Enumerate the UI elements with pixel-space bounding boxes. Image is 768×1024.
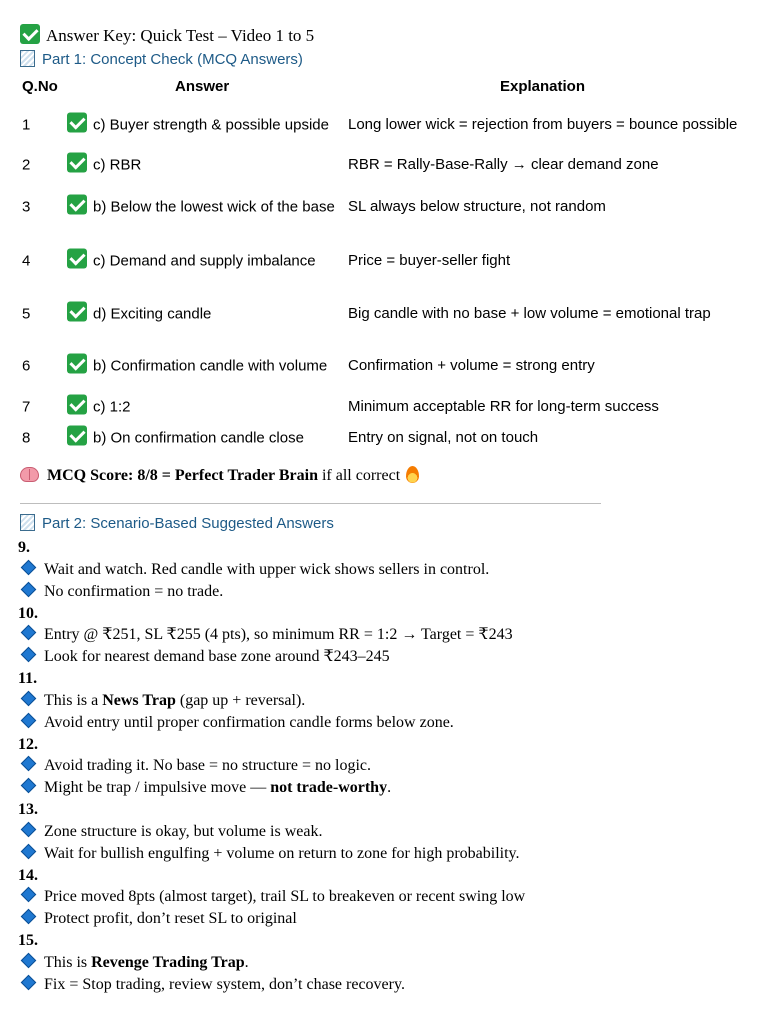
check-mark-icon [67, 426, 87, 446]
line-text: Might be trap / impulsive move — [44, 779, 271, 796]
scenario-number: 13. [18, 801, 38, 818]
brain-icon [20, 467, 39, 482]
check-mark-icon [67, 353, 87, 373]
line-text: Protect profit, don’t reset SL to original [44, 910, 297, 927]
table-row [20, 392, 740, 422]
bullet-line [18, 559, 748, 581]
line-text: Avoid trading it. No base = no structure = no logic. [44, 757, 372, 774]
blue-diamond-icon [21, 581, 37, 597]
line-text: This is [44, 953, 92, 971]
line-text: Fix = Stop trading, review system, don’t chase recovery. [44, 975, 405, 993]
explanation-cell: Minimum acceptable RR for long-term success [348, 398, 659, 415]
bold-text: Revenge Trading Trap [91, 953, 245, 971]
question-number: 3 [22, 198, 31, 216]
table-row [20, 288, 740, 339]
blue-diamond-icon [21, 690, 37, 706]
part1-heading [20, 50, 303, 68]
line-text: Wait and watch. Red candle with upper wick shows sellers in control. [44, 560, 490, 578]
answer-cell [67, 395, 347, 420]
answer-text: c) Buyer strength & possible upside [93, 116, 329, 133]
mcq-score-label: MCQ Score: 8/8 = Perfect Trader Brain [47, 467, 318, 484]
line-text: (gap up + reversal). [175, 691, 306, 709]
answer-text: b) On confirmation candle close [93, 429, 304, 447]
blue-diamond-icon [21, 821, 37, 837]
check-mark-icon [20, 24, 40, 44]
explanation-cell: Big candle with no base + low volume = emotional trap [348, 304, 711, 322]
scenario-item [18, 668, 748, 734]
bullet-line [18, 886, 748, 908]
line-text: Avoid entry until proper confirmation candle forms below zone. [44, 713, 454, 731]
scenario-item [18, 603, 748, 669]
answer-cell [67, 195, 347, 220]
table-row [20, 99, 740, 150]
blue-diamond-icon [21, 909, 37, 925]
table-row [20, 339, 740, 392]
bullet-line [18, 690, 748, 712]
blue-diamond-icon [21, 756, 37, 772]
scenario-number: 9. [18, 539, 30, 556]
document-title-text: Answer Key: Quick Test – Video 1 to 5 [46, 26, 315, 45]
column-header-explanation: Explanation [500, 78, 586, 95]
fire-icon [406, 466, 419, 483]
answer-cell [67, 353, 347, 378]
table-row [20, 150, 740, 180]
question-number: 1 [22, 116, 31, 133]
scenario-item [18, 930, 748, 996]
line-text: Look for nearest demand base zone around ₹243–245 [44, 648, 390, 665]
check-mark-icon [67, 195, 87, 215]
blue-diamond-icon [21, 843, 37, 859]
section-divider [20, 503, 601, 504]
bullet-line [18, 646, 748, 668]
answer-text: c) Demand and supply imbalance [93, 252, 316, 270]
answer-text: d) Exciting candle [93, 305, 212, 322]
bullet-line [18, 843, 748, 865]
blue-diamond-icon [21, 625, 37, 641]
answer-cell [67, 153, 347, 178]
answer-text: b) Below the lowest wick of the base [93, 198, 335, 216]
scenario-item [18, 734, 748, 800]
bullet-line [18, 777, 748, 799]
part2-heading-text: Part 2: Scenario-Based Suggested Answers [42, 515, 334, 532]
answer-text: c) RBR [93, 156, 142, 174]
check-mark-icon [67, 153, 87, 173]
part2-heading [20, 514, 334, 532]
mcq-score-suffix: if all correct [317, 467, 405, 484]
answer-cell [67, 426, 347, 451]
blue-diamond-icon [21, 778, 37, 794]
line-text: . [244, 953, 249, 971]
mcq-score [20, 466, 419, 485]
scenario-number: 10. [18, 604, 38, 622]
line-text: Entry @ ₹251, SL ₹255 (4 pts), so minimum RR = 1:2 → Target = ₹243 [44, 626, 513, 643]
document-title [20, 24, 314, 46]
explanation-cell: RBR = Rally-Base-Rally → clear demand zone [348, 156, 659, 173]
explanation-cell: Confirmation + volume = strong entry [348, 356, 595, 374]
bullet-line [18, 952, 748, 974]
blue-diamond-icon [21, 559, 37, 575]
scenario-answer-list [18, 537, 748, 996]
table-body [20, 99, 740, 454]
scenario-number: 14. [18, 866, 38, 884]
table-row [20, 422, 740, 454]
explanation-cell: Price = buyer-seller fight [348, 252, 511, 269]
column-header-qno: Q.No [22, 78, 58, 95]
scenario-number: 15. [18, 932, 38, 949]
check-mark-icon [67, 112, 87, 132]
table-row [20, 234, 740, 288]
scenario-item [18, 799, 748, 865]
scenario-number: 11. [18, 670, 38, 687]
question-number: 2 [22, 156, 31, 174]
blue-diamond-icon [21, 887, 37, 903]
check-mark-icon [67, 301, 87, 321]
memo-icon [20, 50, 35, 67]
answer-cell [67, 301, 347, 326]
table-row [20, 180, 740, 234]
blue-diamond-icon [21, 974, 37, 990]
question-number: 4 [22, 252, 31, 270]
answer-cell [67, 249, 347, 274]
blue-diamond-icon [21, 647, 37, 663]
question-number: 8 [22, 429, 31, 447]
answer-text: b) Confirmation candle with volume [93, 357, 328, 374]
blue-diamond-icon [21, 952, 37, 968]
bullet-line [18, 821, 748, 843]
explanation-cell: Long lower wick = rejection from buyers = bounce possible [348, 115, 738, 133]
line-text: This is a [44, 691, 103, 709]
check-mark-icon [67, 395, 87, 415]
bullet-line [18, 974, 748, 996]
mcq-answer-table [20, 75, 740, 454]
line-text: No confirmation = no trade. [44, 582, 224, 600]
line-text: . [387, 779, 392, 796]
part1-heading-text: Part 1: Concept Check (MCQ Answers) [42, 51, 303, 68]
bold-text: not trade-worthy [270, 779, 388, 796]
answer-cell [67, 112, 347, 137]
question-number: 5 [22, 305, 31, 322]
explanation-cell: Entry on signal, not on touch [348, 429, 539, 446]
line-text: Wait for bullish engulfing + volume on return to zone for high probability. [44, 844, 520, 862]
bullet-line [18, 624, 748, 646]
table-header [20, 75, 740, 99]
line-text: Zone structure is okay, but volume is weak. [44, 822, 323, 840]
bullet-line [18, 908, 748, 930]
scenario-number: 12. [18, 735, 38, 753]
answer-text: c) 1:2 [93, 398, 131, 416]
question-number: 6 [22, 357, 31, 374]
bold-text: News Trap [102, 691, 176, 709]
scenario-item [18, 537, 748, 603]
line-text: Price moved 8pts (almost target), trail SL to breakeven or recent swing low [44, 888, 526, 905]
column-header-answer: Answer [175, 78, 230, 95]
bullet-line [18, 755, 748, 777]
memo-icon [20, 514, 35, 531]
blue-diamond-icon [21, 712, 37, 728]
bullet-line [18, 712, 748, 734]
explanation-cell: SL always below structure, not random [348, 198, 606, 215]
scenario-item [18, 865, 748, 931]
bullet-line [18, 581, 748, 603]
check-mark-icon [67, 249, 87, 269]
question-number: 7 [22, 398, 31, 416]
